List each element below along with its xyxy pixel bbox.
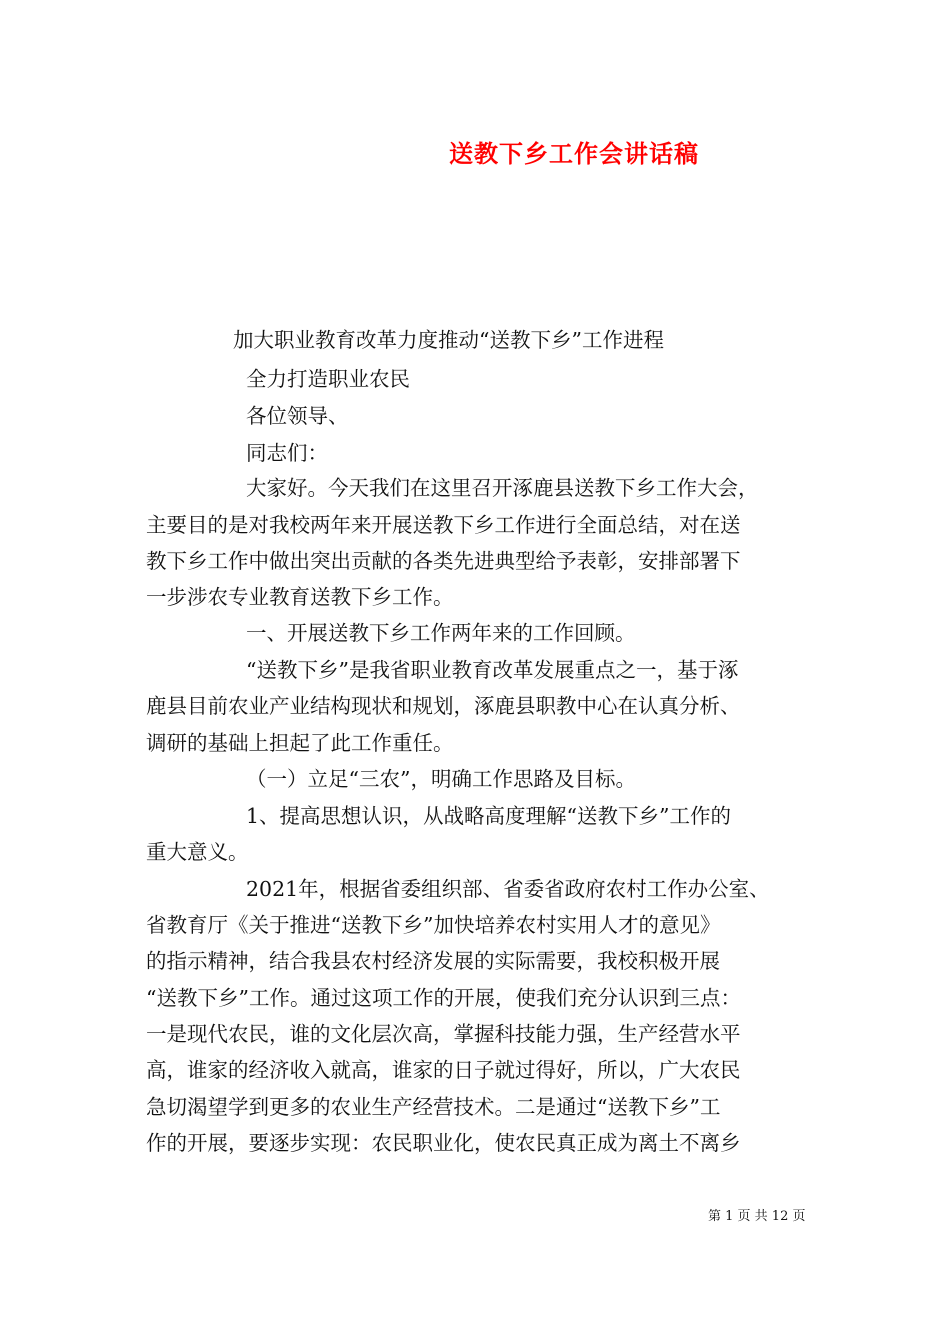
page-number: 第 1 页 共 12 页	[708, 1209, 806, 1224]
subtitle-line: 加大职业教育改革力度推动“送教下乡”工作进程	[233, 328, 664, 352]
body-line: 急切渴望学到更多的农业生产经营技术。二是通过“送教下乡”工	[146, 1095, 721, 1119]
body-line: 省教育厅《关于推进“送教下乡”加快培养农村实用人才的意见》	[146, 913, 721, 937]
body-line: 高，谁家的经济收入就高，谁家的日子就过得好，所以，广大农民	[146, 1058, 741, 1082]
document-title: 送教下乡工作会讲话稿	[449, 140, 699, 168]
body-line: 的指示精神，结合我县农村经济发展的实际需要，我校积极开展	[146, 949, 720, 973]
subsection-heading: （一）立足“三农”，明确工作思路及目标。	[246, 767, 636, 791]
salutation-line: 各位领导、	[246, 404, 349, 428]
body-line: 1、提高思想认识，从战略高度理解“送教下乡”工作的	[246, 804, 732, 828]
body-line: 调研的基础上担起了此工作重任。	[146, 731, 454, 755]
body-line: 重大意义。	[146, 840, 249, 864]
body-line: 一是现代农民，谁的文化层次高，掌握科技能力强，生产经营水平	[146, 1022, 741, 1046]
body-line: 大家好。今天我们在这里召开涿鹿县送教下乡工作大会，	[246, 476, 759, 500]
body-line: “送教下乡”是我省职业教育改革发展重点之一，基于涿	[246, 658, 739, 682]
body-line: 2021年，根据省委组织部、省委省政府农村工作办公室、	[246, 877, 770, 901]
body-line: 作的开展，要逐步实现：农民职业化，使农民真正成为离土不离乡	[146, 1131, 741, 1155]
body-line: “送教下乡”工作。通过这项工作的开展，使我们充分认识到三点：	[146, 986, 741, 1010]
body-line: 一步涉农专业教育送教下乡工作。	[146, 585, 454, 609]
salutation-line: 同志们：	[246, 441, 328, 465]
subtitle-line: 全力打造职业农民	[246, 367, 410, 391]
body-line: 主要目的是对我校两年来开展送教下乡工作进行全面总结，对在送	[146, 513, 741, 537]
section-heading: 一、开展送教下乡工作两年来的工作回顾。	[246, 621, 636, 645]
body-line: 教下乡工作中做出突出贡献的各类先进典型给予表彰，安排部署下	[146, 549, 741, 573]
body-line: 鹿县目前农业产业结构现状和规划，涿鹿县职教中心在认真分析、	[146, 694, 741, 718]
